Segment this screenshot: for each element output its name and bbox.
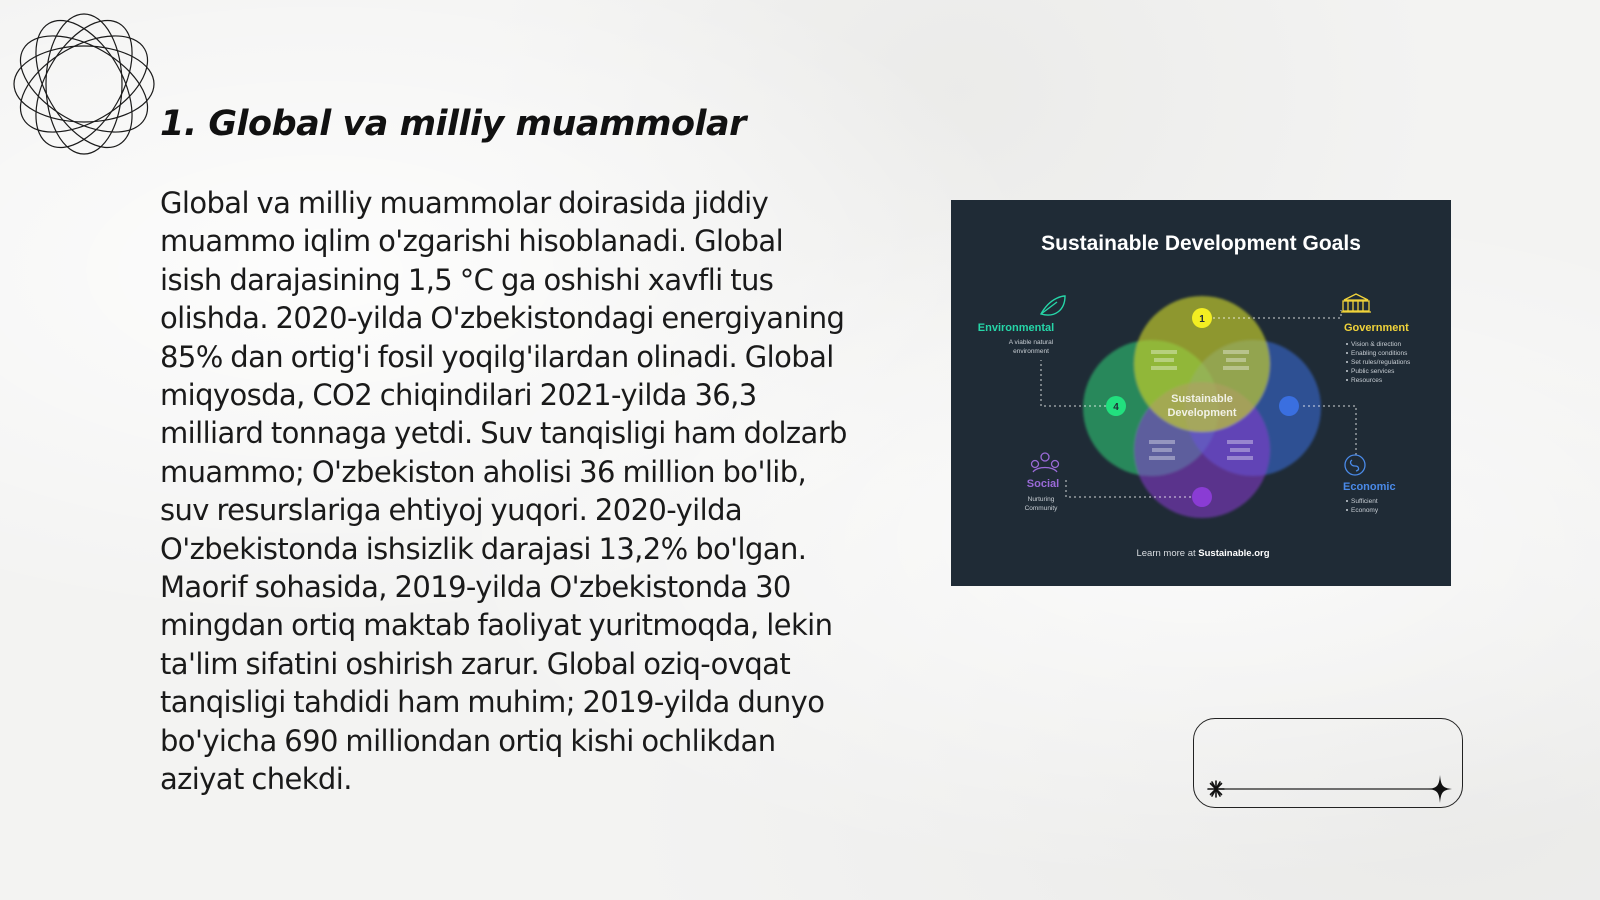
slider-track-drawing	[1194, 719, 1464, 809]
sparkle-icon	[1208, 781, 1224, 797]
sdg-footer-link: Sustainable.org	[1198, 548, 1270, 559]
environmental-line1: A viable natural	[1008, 339, 1054, 346]
venn-center-label-line1: Sustainable	[1171, 393, 1233, 405]
economic-item: Sufficient	[1351, 498, 1378, 505]
decorative-slider-card	[1193, 718, 1463, 808]
government-item: Set rules/regulations	[1351, 359, 1411, 366]
environmental-line2: environment	[1013, 348, 1049, 355]
government-title: Government	[1344, 322, 1409, 334]
economic-item: Economy	[1351, 507, 1379, 514]
government-item: Vision & direction	[1351, 341, 1402, 348]
badge-green-number: 4	[1113, 402, 1119, 413]
sdg-infographic	[951, 200, 1451, 586]
social-line1: Nurturing	[1027, 496, 1055, 503]
environmental-title: Environmental	[977, 322, 1055, 334]
sdg-infographic-drawing	[951, 200, 1451, 586]
badge-yellow-number: 1	[1199, 314, 1205, 325]
circle-ornament-icon	[10, 10, 158, 158]
sdg-heading: Sustainable Development Goals	[1041, 232, 1361, 255]
government-item: Public services	[1351, 368, 1395, 375]
slide-body-text: Global va milliy muammolar doirasida jiddiy muammo iqlim o'zgarishi hisoblanadi. Global isish darajasining 1,5 °C ga oshishi xavfli tus olishda. 2020-yilda O'zbekistondagi energiyaning 85% dan ortig'i fosil yoqilg'ilardan olinadi. Global miqyosda, CO2 chiqindilari 2021-yilda 36,3 milliard tonnaga yetdi. Suv tanqisligi ham dolzarb muammo; O'zbekiston aholisi 36 million bo'lib, suv resurslariga ehtiyoj yuqori. 2020-yilda O'zbekistonda ishsizlik darajasi 13,2% bo'lgan. Maorif sohasida, 2019-yilda O'zbekistonda 30 mingdan ortiq maktab faoliyat yuritmoqda, lekin ta'lim sifatini oshirish zarur. Global oziq-ovqat tanqisligi tahdidi ham muhim; 2019-yilda dunyo bo'yicha 690 milliondan ortiq kishi ochlikdan aziyat chekdi.	[160, 186, 847, 797]
sdg-footer-prefix: Learn more at	[1136, 548, 1199, 559]
social-title: Social	[1026, 478, 1060, 490]
government-item: Enabling conditions	[1351, 350, 1408, 357]
badge-purple	[1192, 487, 1212, 507]
venn-center-label-line2: Development	[1167, 407, 1237, 419]
four-point-star-icon	[1428, 775, 1452, 803]
government-item: Resources	[1351, 377, 1383, 384]
badge-blue	[1279, 396, 1299, 416]
economic-title: Economic	[1343, 481, 1396, 493]
sdg-footer	[1136, 548, 1269, 559]
slide-title: 1. Global va milliy muammolar	[160, 104, 746, 144]
social-line2: Community	[1024, 505, 1058, 512]
